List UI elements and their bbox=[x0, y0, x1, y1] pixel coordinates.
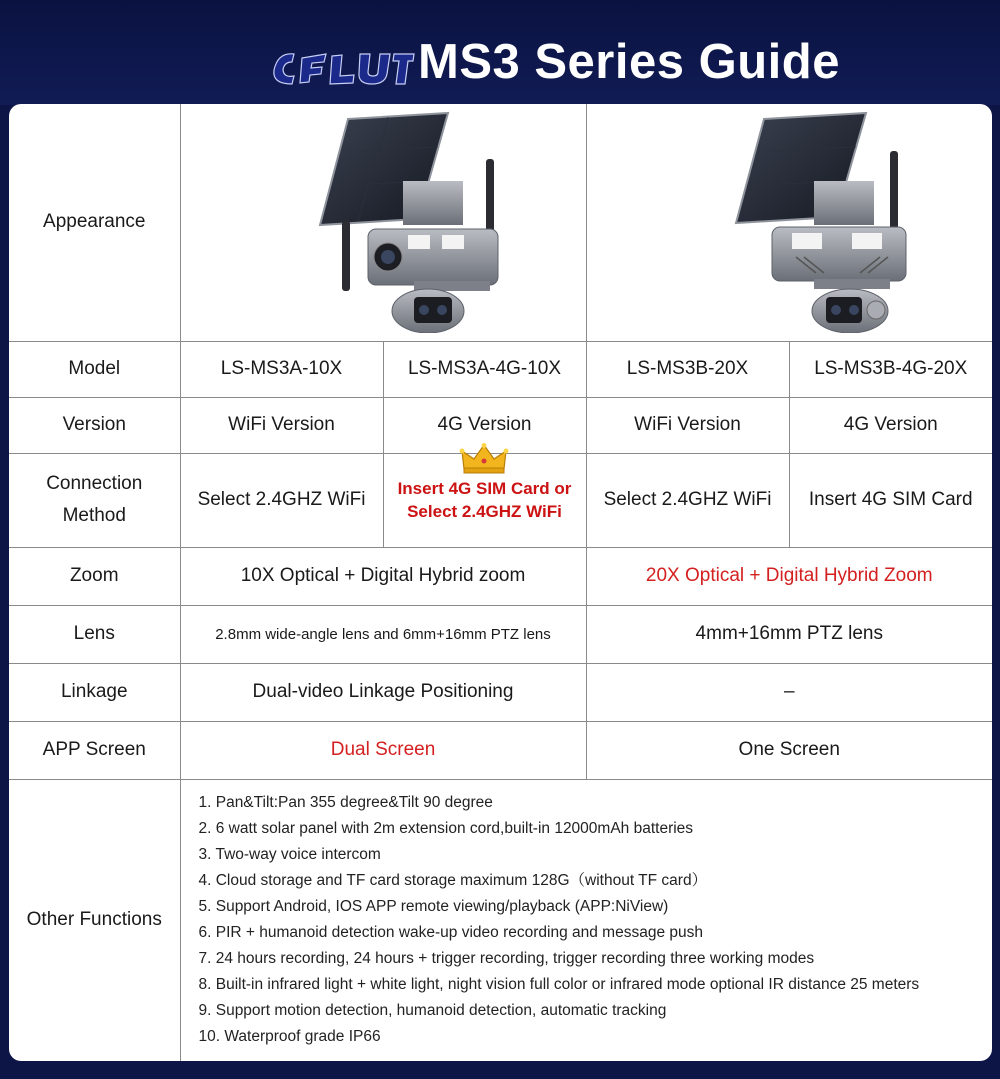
row-label: Zoom bbox=[9, 547, 180, 605]
row-label: Model bbox=[9, 341, 180, 397]
row-label: Linkage bbox=[9, 663, 180, 721]
row-label: APP Screen bbox=[9, 721, 180, 779]
function-item: 1. Pan&Tilt:Pan 355 degree&Tilt 90 degree bbox=[198, 794, 493, 812]
spec-card bbox=[9, 104, 992, 1061]
row-label-line: Connection bbox=[46, 473, 143, 494]
camera-ms3a-image bbox=[180, 104, 586, 341]
camera-ms3b-icon bbox=[654, 111, 924, 333]
linkage-ms3b: – bbox=[586, 663, 992, 721]
lens-ms3b: 4mm+16mm PTZ lens bbox=[586, 605, 992, 663]
spec-table bbox=[9, 104, 992, 1061]
connection-cell: Select 2.4GHZ WiFi bbox=[180, 453, 383, 547]
row-other-functions bbox=[9, 779, 992, 1061]
version-cell: WiFi Version bbox=[586, 397, 789, 453]
row-connection bbox=[9, 453, 992, 547]
function-item: 9. Support motion detection, humanoid detection, automatic tracking bbox=[198, 1002, 667, 1020]
version-cell: 4G Version bbox=[383, 397, 586, 453]
app-screen-ms3a: Dual Screen bbox=[180, 721, 586, 779]
row-appearance bbox=[9, 104, 992, 341]
row-label: Lens bbox=[9, 605, 180, 663]
camera-ms3b-image bbox=[586, 104, 992, 341]
function-item: 4. Cloud storage and TF card storage maximum 128G（without TF card） bbox=[198, 872, 708, 890]
other-functions-list bbox=[181, 790, 993, 1050]
crown-icon bbox=[458, 443, 510, 475]
model-cell: LS-MS3A-4G-10X bbox=[383, 341, 586, 397]
zoom-ms3a: 10X Optical + Digital Hybrid zoom bbox=[180, 547, 586, 605]
other-functions-cell bbox=[180, 779, 992, 1061]
zoom-ms3b: 20X Optical + Digital Hybrid Zoom bbox=[586, 547, 992, 605]
connection-highlight-line: Insert 4G SIM Card or bbox=[397, 479, 572, 498]
row-label: Appearance bbox=[9, 104, 180, 341]
version-cell: WiFi Version bbox=[180, 397, 383, 453]
function-item: 3. Two-way voice intercom bbox=[198, 846, 381, 864]
linkage-ms3a: Dual-video Linkage Positioning bbox=[180, 663, 586, 721]
row-app-screen bbox=[9, 721, 992, 779]
row-linkage bbox=[9, 663, 992, 721]
function-item: 10. Waterproof grade IP66 bbox=[198, 1028, 381, 1046]
row-label: Version bbox=[9, 397, 180, 453]
model-cell: LS-MS3A-10X bbox=[180, 341, 383, 397]
connection-cell-highlight bbox=[383, 453, 586, 547]
lens-ms3a: 2.8mm wide-angle lens and 6mm+16mm PTZ lens bbox=[180, 605, 586, 663]
model-cell: LS-MS3B-20X bbox=[586, 341, 789, 397]
connection-highlight-wrap bbox=[398, 477, 572, 523]
camera-ms3a-icon bbox=[248, 111, 518, 333]
function-item: 6. PIR + humanoid detection wake-up video recording and message push bbox=[198, 924, 703, 942]
connection-highlight-line: Select 2.4GHZ WiFi bbox=[407, 502, 562, 521]
version-cell: 4G Version bbox=[789, 397, 992, 453]
page-title: MS3 Series Guide bbox=[418, 35, 840, 89]
model-cell: LS-MS3B-4G-20X bbox=[789, 341, 992, 397]
row-model bbox=[9, 341, 992, 397]
function-item: 8. Built-in infrared light + white light, night vision full color or infrared mode optional IR distance 25 meters bbox=[198, 976, 920, 994]
app-screen-ms3b: One Screen bbox=[586, 721, 992, 779]
function-item: 7. 24 hours recording, 24 hours + trigger recording, trigger recording three working modes bbox=[198, 950, 815, 968]
function-item: 2. 6 watt solar panel with 2m extension cord,built-in 12000mAh batteries bbox=[198, 820, 694, 838]
row-label: Other Functions bbox=[9, 779, 180, 1061]
row-zoom bbox=[9, 547, 992, 605]
function-item: 5. Support Android, IOS APP remote viewing/playback (APP:NiView) bbox=[198, 898, 669, 916]
brand-logo-watermark bbox=[268, 40, 418, 88]
title-bar bbox=[0, 0, 1000, 105]
row-label bbox=[9, 453, 180, 547]
connection-cell: Insert 4G SIM Card bbox=[789, 453, 992, 547]
row-label-line: Method bbox=[62, 505, 126, 526]
connection-cell: Select 2.4GHZ WiFi bbox=[586, 453, 789, 547]
row-lens bbox=[9, 605, 992, 663]
